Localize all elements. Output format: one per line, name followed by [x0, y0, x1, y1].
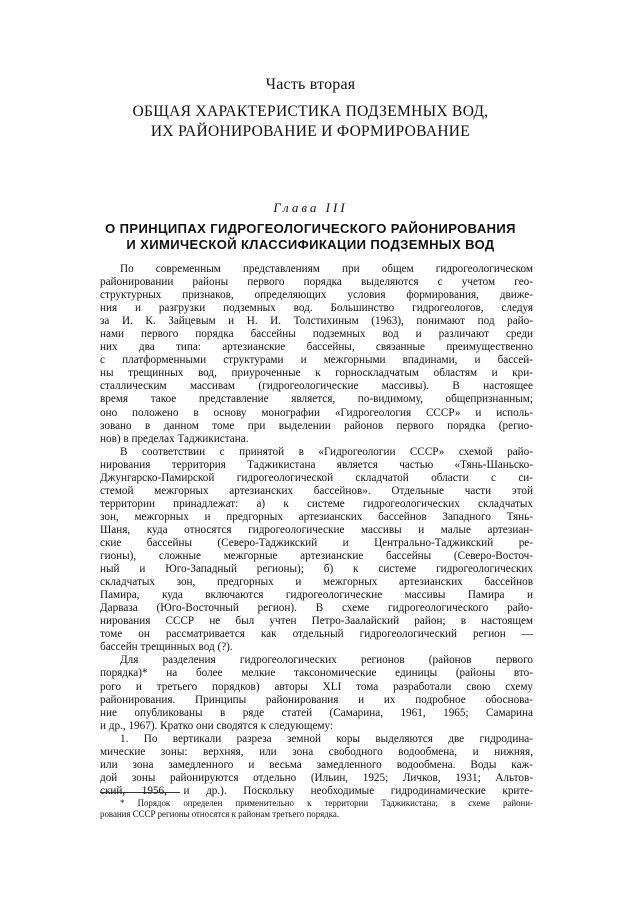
paragraph-2-line: томе он рассматривается как отдельный гидрогеологический регион — [100, 628, 533, 641]
body-text [100, 263, 533, 798]
paragraph-1-line: ны трещинных вод, приуроченные к горноскладчатым областям и кри- [100, 367, 533, 380]
paragraph-3-line: районирования. Принципы районирования и их подробное обоснова- [100, 693, 533, 706]
paragraph-2-line-1: В соответствии с принятой в «Гидрогеологии СССР» схемой райо- [120, 445, 533, 458]
paragraph-4-line: мические зоны: верхняя, или зона свободного водообмена, и нижняя, [100, 745, 533, 758]
paragraph-1-line-1: По современным представлениям при общем гидрогеологическом [120, 263, 533, 275]
paragraph-2-line: бассейн трещинных вод (?). [100, 641, 233, 654]
footnote-divider [100, 792, 180, 793]
footnote [100, 798, 533, 820]
paragraph-1-line: за И. К. Зайцевым и Н. И. Толстихиным (1963), понимают под райо- [100, 315, 533, 328]
paragraph-2-line: Шаня, куда относятся гидрогеологические массивы и малые артезиан- [100, 523, 533, 536]
paragraph-1-line: нами первого порядка бассейны подземных вод и различают среди [100, 328, 533, 341]
part-title: Часть вторая [265, 76, 356, 93]
paragraph-1-line: оно положено в основу монографии «Гидрогеология СССР» и исполь- [100, 406, 533, 419]
paragraph-4-line: или зона замедленного и весьма замедленного водообмена. Воды каж- [100, 758, 533, 771]
paragraph-2-line: Памира, куда включаются гидрогеологические массивы Памира и [100, 589, 533, 602]
paragraph-3-line: ние опубликованы в ряде статей (Самарина, 1961, 1965; Самарина [100, 706, 533, 719]
chapter-label: Глава III [273, 200, 348, 215]
paragraph-3-line: порядка)* на более мелкие таксономические единицы (районы вто- [100, 667, 533, 680]
paragraph-4-line: дой зоны районируются отдельно (Ильин, 1925; Личков, 1931; Альтов- [100, 771, 533, 784]
paragraph-3-line-1: Для разделения гидрогеологических регионов (районов первого [120, 654, 533, 667]
paragraph-3-line: и др., 1967). Кратко они сводятся к следующему: [100, 719, 334, 732]
paragraph-2-line: ный и Юго-Западный регионы); б) к системе гидрогеологических [100, 563, 533, 576]
paragraph-1-line: сталлическим массивам (гидрогеологические массивы). В настоящее [100, 380, 533, 393]
paragraph-1-line: ния и разгрузки подземных вод. Большинство гидрогеологов, следуя [100, 302, 533, 315]
paragraph-2-line: Джунгарско-Памирской гидрогеологической складчатой области с си- [100, 471, 533, 484]
paragraph-4-line: ский, 1956, и др.). Поскольку необходимые гидродинамические крите- [100, 784, 533, 797]
paragraph-2-line: территории принадлежат: а) к системе гидрогеологических складчатых [100, 497, 533, 510]
paragraph-2-line: зон, межгорных и предгорных артезианских бассейнов Западного Тянь- [100, 510, 533, 523]
footnote-line: * Порядок определен применительно к территории Таджикистана; в схеме райони- [120, 798, 533, 808]
paragraph-2-line: складчатых зон, предгорных и межгорных артезианских бассейнов [100, 576, 533, 589]
paragraph-1-line: зовано в данном томе при выделении районов первого порядка (регио- [100, 419, 533, 432]
chapter-title: О ПРИНЦИПАХ ГИДРОГЕОЛОГИЧЕСКОГО РАЙОНИРОВАНИЯ И ХИМИЧЕСКОЙ КЛАССИФИКАЦИИ ПОДЗЕМНЫХ ВОД [105, 221, 516, 252]
paragraph-2-line: ские бассейны (Северо-Таджикский и Центрально-Таджикский ре- [100, 536, 533, 549]
paragraph-1-line: с платформенными структурами и межгорными впадинами, и бассей- [100, 354, 533, 367]
paragraph-1-line: структурных признаков, определяющих условия формирования, движе- [100, 289, 533, 302]
paragraph-1-line: нов) в пределах Таджикистана. [100, 432, 249, 445]
paragraph-2-line: Дарваза (Юго-Восточный регион). В схеме гидрогеологического райо- [100, 602, 533, 615]
footnote-line: рования СССР регионы относятся к районам третьего порядка. [100, 809, 340, 819]
paragraph-1-line: время такое представление является, по-видимому, общепризнанным; [100, 393, 533, 406]
paragraph-4-line-1: 1. По вертикали разреза земной коры выделяются две гидродина- [120, 732, 533, 745]
paragraph-3-line: рого и третьего порядков) авторы XLI тома разработали свою схему [100, 680, 533, 693]
paragraph-1-line: районировании районы первого порядка выделяются с учетом гео- [100, 276, 533, 289]
paragraph-2-line: нирования территория Таджикистана является частью «Тянь-Шаньско- [100, 458, 533, 471]
paragraph-1-line: них два типа: артезианские бассейны, связанные преимущественно [100, 341, 533, 354]
section-title: ОБЩАЯ ХАРАКТЕРИСТИКА ПОДЗЕМНЫХ ВОД, ИХ РАЙОНИРОВАНИЕ И ФОРМИРОВАНИЕ [132, 103, 489, 140]
paragraph-2-line: стемой межгорных артезианских бассейнов». Отдельные части этой [100, 484, 533, 497]
paragraph-2-line: нирования СССР не был учтен Петро-Заалайский район; в настоящем [100, 615, 533, 628]
paragraph-2-line: гионы), сложные межгорные артезианские бассейны (Северо-Восточ- [100, 550, 533, 563]
